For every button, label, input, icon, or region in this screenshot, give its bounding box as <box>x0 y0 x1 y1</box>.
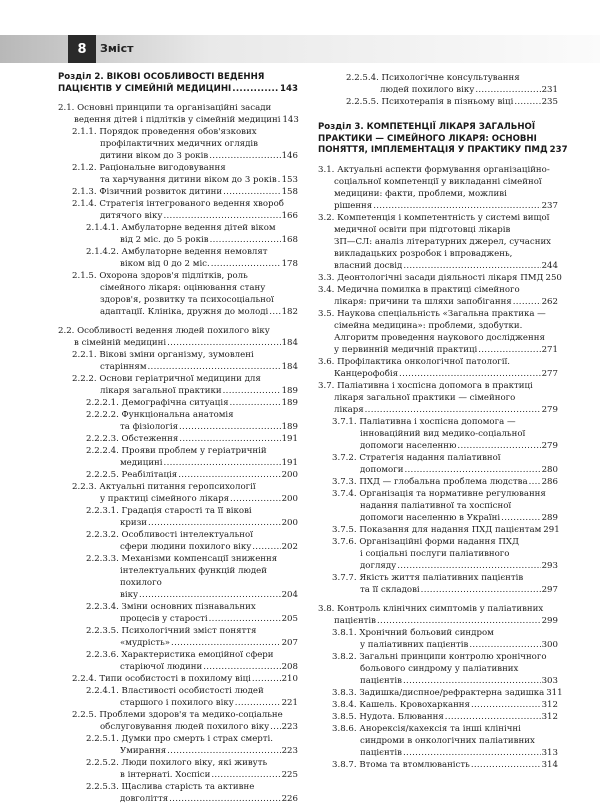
toc-entry[interactable] <box>72 349 298 373</box>
toc-entry-text: 3.7.6. Організаційні форми надання ПХД <box>332 536 520 547</box>
toc-entry[interactable] <box>332 416 558 452</box>
toc-entry-text: 2.2.2.4. Прояви проблем у геріатричній <box>86 446 267 456</box>
dot-leader <box>235 697 281 709</box>
dot-leader <box>163 210 280 222</box>
toc-entry-text: медичної освіти при підготовці лікарів <box>334 224 511 235</box>
toc-entry[interactable] <box>86 469 298 481</box>
toc-entry[interactable] <box>72 162 298 186</box>
toc-entry-text: 2.2.3.1. Градація старості та її вікові <box>86 506 252 516</box>
toc-entry-text: 3.7.2. Стратегія надання паліативної <box>332 452 501 463</box>
toc-entry-text: 3.8.3. Задишка/диспное/рефрактерна задишка <box>332 687 545 698</box>
toc-page-number: 200 <box>281 470 298 480</box>
toc-page-number: 221 <box>281 698 298 708</box>
dot-leader <box>478 344 540 356</box>
toc-entry-text: пацієнтів <box>334 615 377 626</box>
dot-leader <box>514 96 540 108</box>
toc-entry-text: профілактичних медичних оглядів <box>100 139 258 149</box>
toc-entry-text: в інтернаті. Хоспіси <box>120 770 211 780</box>
toc-page-number: 158 <box>281 187 298 197</box>
toc-page-number: 223 <box>281 746 298 756</box>
toc-page-number: 143 <box>280 83 298 94</box>
toc-entry-text: догляду <box>360 560 397 571</box>
toc-entry[interactable] <box>86 409 298 433</box>
toc-entry[interactable] <box>332 452 558 476</box>
toc-entry-text: викладацьких розробок і впроваджень, <box>334 248 513 259</box>
toc-page-number: 289 <box>541 512 558 523</box>
dot-leader <box>403 260 540 272</box>
dot-leader <box>164 457 281 469</box>
toc-entry-text: 2.2.2.5. Реабілітація <box>86 470 178 480</box>
toc-page-number: 226 <box>281 794 298 804</box>
toc-entry[interactable] <box>72 373 298 397</box>
toc-page-number: 280 <box>541 464 558 475</box>
toc-entry[interactable] <box>332 687 563 699</box>
dot-leader <box>475 84 540 96</box>
toc-entry-text: 3.3. Деонтологічні засади діяльності лікаря ПМД <box>318 272 544 283</box>
toc-page-number: 200 <box>281 494 298 504</box>
spacer <box>318 108 558 115</box>
toc-page-number: 286 <box>541 476 558 487</box>
toc-entry[interactable] <box>86 433 298 445</box>
toc-entry-text: та харчування дитини віком до 3 років <box>100 175 277 185</box>
dot-leader <box>209 150 280 162</box>
dot-leader <box>232 84 279 96</box>
toc-entry-text: 2.2.5.2. Люди похилого віку, які живуть <box>86 758 268 768</box>
toc-page-number: 189 <box>281 398 298 408</box>
toc-entry-text: 2.2.3. Актуальні питання геропсихології <box>72 482 256 492</box>
toc-entry-text: Розділ 3. КОМПЕТЕНЦІЇ ЛІКАРЯ ЗАГАЛЬНОЇ <box>318 122 536 132</box>
dot-leader <box>397 560 540 572</box>
toc-entry-text: 3.1. Актуальні аспекти формування організаційно- <box>318 164 550 175</box>
dot-leader <box>211 258 281 270</box>
toc-page-number: 291 <box>543 524 560 535</box>
toc-entry-text: лікаря <box>334 404 364 415</box>
spacer <box>58 318 298 325</box>
toc-entry-text: Канцерофобія <box>334 368 399 379</box>
toc-page-number: 225 <box>281 770 298 780</box>
toc-entry[interactable] <box>86 445 298 469</box>
toc-entry[interactable] <box>72 481 298 505</box>
toc-page-number: 223 <box>281 722 298 732</box>
toc-entry-text: 3.8.2. Загальні принципи контролю хронічного <box>332 651 547 662</box>
toc-entry[interactable] <box>86 757 298 781</box>
toc-entry-text: 2.1.3. Фізичний розвиток дитини <box>72 187 223 197</box>
dot-leader <box>501 512 540 524</box>
toc-entry[interactable] <box>86 529 298 553</box>
toc-entry[interactable] <box>332 524 558 536</box>
toc-entry[interactable] <box>318 380 558 416</box>
toc-entry-text: допомоги населенню в Україні <box>360 512 501 523</box>
toc-entry-text: 3.7.3. ПХД — глобальна проблема людства <box>332 476 528 487</box>
toc-page-number: 143 <box>282 115 299 125</box>
dot-leader <box>471 699 541 711</box>
toc-page-number: 237 <box>549 145 568 155</box>
toc-entry-text: процесів у старості <box>120 614 208 624</box>
toc-entry[interactable] <box>332 759 558 771</box>
toc-page-number: 202 <box>281 542 298 552</box>
toc-entry-text: 3.8. Контроль клінічних симптомів у паліативних <box>318 603 544 614</box>
dot-leader <box>230 397 281 409</box>
toc-page-number: 313 <box>541 747 558 758</box>
dot-leader <box>457 440 540 452</box>
toc-entry[interactable] <box>58 325 298 349</box>
toc-entry-text: Умирання <box>120 746 167 756</box>
toc-page-number: 204 <box>281 590 298 600</box>
toc-entry-text: 3.6. Профілактика онкологічної патології. <box>318 356 510 367</box>
toc-entry-text: в сімейній медицині <box>74 338 167 348</box>
toc-entry-text: віком від 0 до 2 міс. <box>120 259 210 269</box>
toc-page-number: 205 <box>281 614 298 624</box>
toc-entry-text: 2.2.3.3. Механізми компенсації зниження <box>86 554 278 564</box>
toc-entry-text: ПАЦІЄНТІВ У СІМЕЙНІЙ МЕДИЦИНІ <box>58 83 232 94</box>
toc-entry-text: та її складові <box>360 584 420 595</box>
toc-entry[interactable] <box>72 198 298 222</box>
toc-entry[interactable] <box>318 603 558 627</box>
dot-leader <box>209 613 281 625</box>
toc-entry[interactable] <box>332 627 558 651</box>
toc-entry[interactable] <box>72 673 298 685</box>
toc-entry-text: віку <box>120 590 139 600</box>
toc-page-number: 191 <box>281 434 298 444</box>
toc-entry-text: старінням <box>100 362 147 372</box>
dot-leader <box>148 517 281 529</box>
toc-entry-text: старіючої людини <box>120 662 203 672</box>
toc-entry-text: 2.1.2. Раціональне вигодовування <box>72 163 226 173</box>
toc-page-number: 191 <box>281 458 298 468</box>
toc-entry[interactable] <box>332 536 558 572</box>
toc-entry-text: 3.8.5. Нудота. Блювання <box>332 711 444 722</box>
toc-entry-text: лікаря загальної практики <box>100 386 222 396</box>
toc-entry-text: 3.4. Медична помилка в практиці сімейного <box>318 284 520 295</box>
toc-entry-text: 2.2.3.2. Особливості інтелектуальної <box>86 530 253 540</box>
toc-page-number: 178 <box>281 259 298 269</box>
dot-leader <box>403 675 541 687</box>
toc-entry-text: медицини: факти, проблеми, можливі <box>334 188 507 199</box>
toc-page-number: 153 <box>281 175 298 185</box>
toc-entry-text: Розділ 2. ВІКОВІ ОСОБЛИВОСТІ ВЕДЕННЯ <box>58 72 265 82</box>
toc-entry-text: довголіття <box>120 794 169 804</box>
toc-page-number: 184 <box>281 338 298 348</box>
toc-entry[interactable] <box>86 685 298 709</box>
toc-entry[interactable] <box>86 222 298 246</box>
toc-entry-text: 2.2.5.5. Психотерапія в пізньому віці <box>346 97 514 107</box>
toc-entry-text: 3.8.4. Кашель. Кровохаркання <box>332 699 470 710</box>
toc-page-number: 235 <box>541 97 558 107</box>
toc-entry[interactable] <box>72 126 298 162</box>
dot-leader <box>471 759 541 771</box>
toc-entry[interactable] <box>346 96 558 108</box>
toc-entry-text: людей похилого віку <box>380 85 475 95</box>
toc-entry-text: у практиці сімейного лікаря <box>100 494 229 504</box>
toc-entry[interactable] <box>318 272 562 284</box>
toc-entry-text: допомоги <box>360 464 404 475</box>
dot-leader <box>203 661 280 673</box>
toc-entry[interactable] <box>332 699 558 711</box>
toc-page-number: 189 <box>281 422 298 432</box>
toc-entry[interactable] <box>86 733 298 757</box>
toc-entry-text: 2.2.3.5. Психологічний зміст поняття <box>86 626 257 636</box>
toc-entry-text: від 2 міс. до 5 років <box>120 235 209 245</box>
dot-leader <box>252 541 280 553</box>
toc-page-number: 200 <box>281 518 298 528</box>
toc-entry-text: 2.2.5.1. Думки про смерть і страх смерті. <box>86 734 274 744</box>
toc-page-number: 237 <box>541 200 558 211</box>
toc-entry-text: пацієнтів <box>360 747 403 758</box>
toc-entry[interactable] <box>86 625 298 649</box>
dot-leader <box>230 493 281 505</box>
toc-entry-text: 3.7.4. Організація та нормативне регулювання <box>332 488 546 499</box>
dot-leader <box>167 745 280 757</box>
toc-page-number: 182 <box>281 307 298 317</box>
dot-leader <box>513 296 541 308</box>
toc-entry[interactable] <box>86 505 298 529</box>
toc-page-number: 166 <box>281 211 298 221</box>
toc-entry-text: старшого і похилого віку <box>120 698 234 708</box>
toc-entry-text: 3.7.7. Якість життя паліативних пацієнтів <box>332 572 524 583</box>
toc-entry-text: 3.7.5. Показання для надання ПХД пацієнтам <box>332 524 542 535</box>
toc-entry-text: ПРАКТИКИ — СІМЕЙНОГО ЛІКАРЯ: ОСНОВНІ <box>318 133 537 144</box>
toc-entry[interactable] <box>72 186 298 198</box>
toc-entry-text: та фізіологія <box>120 422 178 432</box>
toc-entry-text: 2.2.2. Основи геріатричної медицини для <box>72 374 261 384</box>
toc-entry-text: 2.2.4.1. Властивості особистості людей <box>86 686 264 696</box>
toc-page-number: 208 <box>281 662 298 672</box>
toc-entry[interactable] <box>332 651 558 687</box>
toc-entry[interactable] <box>318 164 558 212</box>
toc-entry[interactable] <box>346 72 558 96</box>
toc-page-number: 244 <box>541 260 558 271</box>
toc-page-number: 207 <box>281 638 298 648</box>
toc-entry[interactable] <box>332 572 558 596</box>
toc-entry-text: 3.7.1. Паліативна і хоспісна допомога — <box>332 416 516 427</box>
toc-page-number: 146 <box>281 151 298 161</box>
toc-entry-text: сімейна медицина»: проблеми, здобутки. <box>334 320 523 331</box>
toc-entry-text: інтелектуальних функцій людей похилого <box>120 566 268 588</box>
toc-page-number: 297 <box>541 584 558 595</box>
dot-leader <box>377 615 541 627</box>
toc-entry-text: лікаря загальної практики — сімейного <box>334 392 516 403</box>
toc-page-number: 279 <box>541 440 558 451</box>
toc-entry-text: синдроми в онкологічних паліативних <box>360 735 535 746</box>
toc-entry[interactable] <box>318 284 558 308</box>
toc-entry[interactable] <box>72 709 298 733</box>
toc-page-number: 314 <box>541 759 558 770</box>
toc-page-number: 293 <box>541 560 558 571</box>
dot-leader <box>269 306 280 318</box>
toc-entry-text: 2.2. Особливості ведення людей похилого віку <box>58 326 270 336</box>
toc-entry-text: 2.2.5. Проблеми здоров'я та медико-соціальне <box>72 710 283 720</box>
dot-leader <box>169 793 280 805</box>
toc-entry-text: медицині <box>120 458 163 468</box>
toc-entry[interactable] <box>332 488 558 524</box>
toc-entry-text: 2.1.5. Охорона здоров'я підлітків, роль <box>72 271 248 281</box>
dot-leader <box>278 174 281 186</box>
toc-page-number: 231 <box>541 85 558 95</box>
toc-page-number: 168 <box>281 235 298 245</box>
toc-entry-text: сімейного лікаря: оцінювання стану <box>100 283 266 293</box>
dot-leader <box>399 368 541 380</box>
dot-leader <box>211 769 280 781</box>
toc-entry-text: у первинній медичній практиці <box>334 344 478 355</box>
toc-entry-text: 3.7. Паліативна і хоспісна допомога в практиці <box>318 380 533 391</box>
toc-entry-text: 3.5. Наукова спеціальність «Загальна практика — <box>318 308 546 319</box>
toc-entry-text: 2.2.2.2. Функціональна анатомія <box>86 410 234 420</box>
toc-entry[interactable] <box>72 270 298 318</box>
toc-entry-text: 2.1.1. Порядок проведення обов'язкових <box>72 127 257 137</box>
toc-entry-text: 2.2.2.3. Обстеження <box>86 434 179 444</box>
dot-leader <box>223 186 280 198</box>
toc-page-number: 277 <box>541 368 558 379</box>
toc-entry-text: 2.1. Основні принципи та організаційні засади <box>58 103 272 113</box>
dot-leader <box>270 721 280 733</box>
toc-entry[interactable] <box>332 711 558 723</box>
toc-page-number: 189 <box>281 386 298 396</box>
toc-entry[interactable] <box>86 397 298 409</box>
dot-leader <box>404 464 540 476</box>
page-number: 8 <box>68 35 96 63</box>
toc-entry-text: «мудрість» <box>120 638 171 648</box>
toc-entry-text: ПОНЯТТЯ, ІМПЛЕМЕНТАЦІЯ У ПРАКТИКУ ПМД <box>318 145 548 155</box>
toc-page-number: 299 <box>541 615 558 626</box>
toc-page-number: 300 <box>541 639 558 650</box>
dot-leader <box>365 404 541 416</box>
dot-leader <box>148 361 281 373</box>
dot-leader <box>179 433 280 445</box>
dot-leader <box>252 673 281 685</box>
toc-entry-text: 2.2.3.6. Характеристика емоційної сфери <box>86 650 274 660</box>
toc-entry[interactable] <box>318 356 558 380</box>
toc-entry-text: 2.2.5.3. Щаслива старість та активне <box>86 782 255 792</box>
toc-page-number: 271 <box>541 344 558 355</box>
toc-entry-text: 2.2.4. Типи особистості в похилому віці <box>72 674 251 684</box>
toc-entry-text: здоров'я, розвитку та психосоціальної <box>100 295 274 305</box>
toc-entry-text: 3.2. Компетенція і компетентність у системі вищої <box>318 212 550 223</box>
dot-leader <box>403 747 541 759</box>
toc-entry[interactable] <box>86 553 298 601</box>
toc-entry-text: 2.2.3.4. Зміни основних пізнавальних <box>86 602 256 612</box>
toc-page-number: 311 <box>546 687 563 698</box>
toc-entry-text: допомоги населенню <box>360 440 457 451</box>
dot-leader <box>469 639 540 651</box>
toc-entry-text: інноваційний вид медико-соціальної <box>360 428 526 439</box>
dot-leader <box>373 200 540 212</box>
toc-entry-text: 2.1.4. Стратегія інтегрованого ведення хвороб <box>72 199 284 209</box>
toc-entry-text: адаптації. Клініка, дружня до молоді <box>100 307 269 317</box>
toc-entry-text: і соціальні послуги паліативного <box>360 548 510 559</box>
dot-leader <box>171 637 281 649</box>
dot-leader <box>529 476 541 488</box>
toc-entry-text: у паліативних пацієнтів <box>360 639 469 650</box>
page-title: Зміст <box>100 42 134 55</box>
toc-entry-text: больового синдрому у паліативних <box>360 663 519 674</box>
toc-entry-text: дитини віком до 3 років <box>100 151 209 161</box>
toc-entry-text: сфери людини похилого віку <box>120 542 252 552</box>
toc-entry[interactable] <box>58 102 298 126</box>
toc-entry[interactable] <box>86 649 298 673</box>
toc-entry[interactable] <box>86 781 298 805</box>
toc-page-number: 184 <box>281 362 298 372</box>
toc-entry-text: 2.2.2.1. Демографічна ситуація <box>86 398 229 408</box>
toc-column-right <box>318 72 568 771</box>
toc-entry-text: Алгоритм проведення наукового дослідження <box>334 332 545 343</box>
toc-entry-text: пацієнтів <box>360 675 403 686</box>
toc-entry-text: власний досвід <box>334 260 403 271</box>
toc-entry-text: обслуговування людей похилого віку <box>100 722 270 732</box>
toc-entry-text: 2.1.4.2. Амбулаторне ведення немовлят <box>86 247 268 257</box>
toc-page-number: 250 <box>545 272 562 283</box>
toc-entry-text: рішення <box>334 200 373 211</box>
toc-entry-text: 2.2.5.4. Психологічне консультування <box>346 73 520 83</box>
toc-entry-text: 3.8.6. Анорексія/кахексія та інші клінічні <box>332 723 521 734</box>
toc-entry[interactable] <box>86 246 298 270</box>
toc-entry-text: соціальної компетенції у викладанні сімейної <box>334 176 542 187</box>
toc-entry-text: 3.8.1. Хронічний больовий синдром <box>332 627 494 638</box>
toc-entry-text: ведення дітей і підлітків у сімейній медицині <box>74 115 281 125</box>
toc-page-number: 303 <box>541 675 558 686</box>
toc-section-heading[interactable] <box>318 122 568 157</box>
toc-entry-text: 2.2.1. Вікові зміни організму, зумовлені <box>72 350 254 360</box>
toc-page-number: 312 <box>541 699 558 710</box>
toc-entry-text: кризи <box>120 518 148 528</box>
dot-leader <box>178 469 280 481</box>
dot-leader <box>167 337 281 349</box>
toc-entry-text: 3.8.7. Втома та втомлюваність <box>332 759 470 770</box>
toc-entry[interactable] <box>318 212 558 272</box>
toc-entry-text: 2.1.4.1. Амбулаторне ведення дітей віком <box>86 223 276 233</box>
dot-leader <box>223 385 281 397</box>
toc-entry[interactable] <box>332 723 558 759</box>
toc-entry[interactable] <box>86 601 298 625</box>
toc-section-heading[interactable] <box>58 72 298 95</box>
dot-leader <box>421 584 541 596</box>
toc-entry[interactable] <box>332 476 558 488</box>
toc-column-left <box>58 72 298 805</box>
dot-leader <box>210 234 281 246</box>
dot-leader <box>179 421 281 433</box>
spacer <box>318 596 558 603</box>
toc-entry-text: ЗП—СЛ: аналіз літературних джерел, сучасних <box>334 236 552 247</box>
toc-page-number: 312 <box>541 711 558 722</box>
toc-page-number: 262 <box>541 296 558 307</box>
dot-leader <box>445 711 541 723</box>
dot-leader <box>139 589 281 601</box>
toc-page-number: 279 <box>541 404 558 415</box>
toc-entry-text: дитячого віку <box>100 211 163 221</box>
spacer <box>318 115 558 122</box>
toc-entry-text: лікаря: причини та шляхи запобігання <box>334 296 512 307</box>
toc-entry-text: надання паліативної та хоспісної <box>360 500 512 511</box>
toc-entry[interactable] <box>318 308 558 356</box>
toc-page-number: 210 <box>281 674 298 684</box>
